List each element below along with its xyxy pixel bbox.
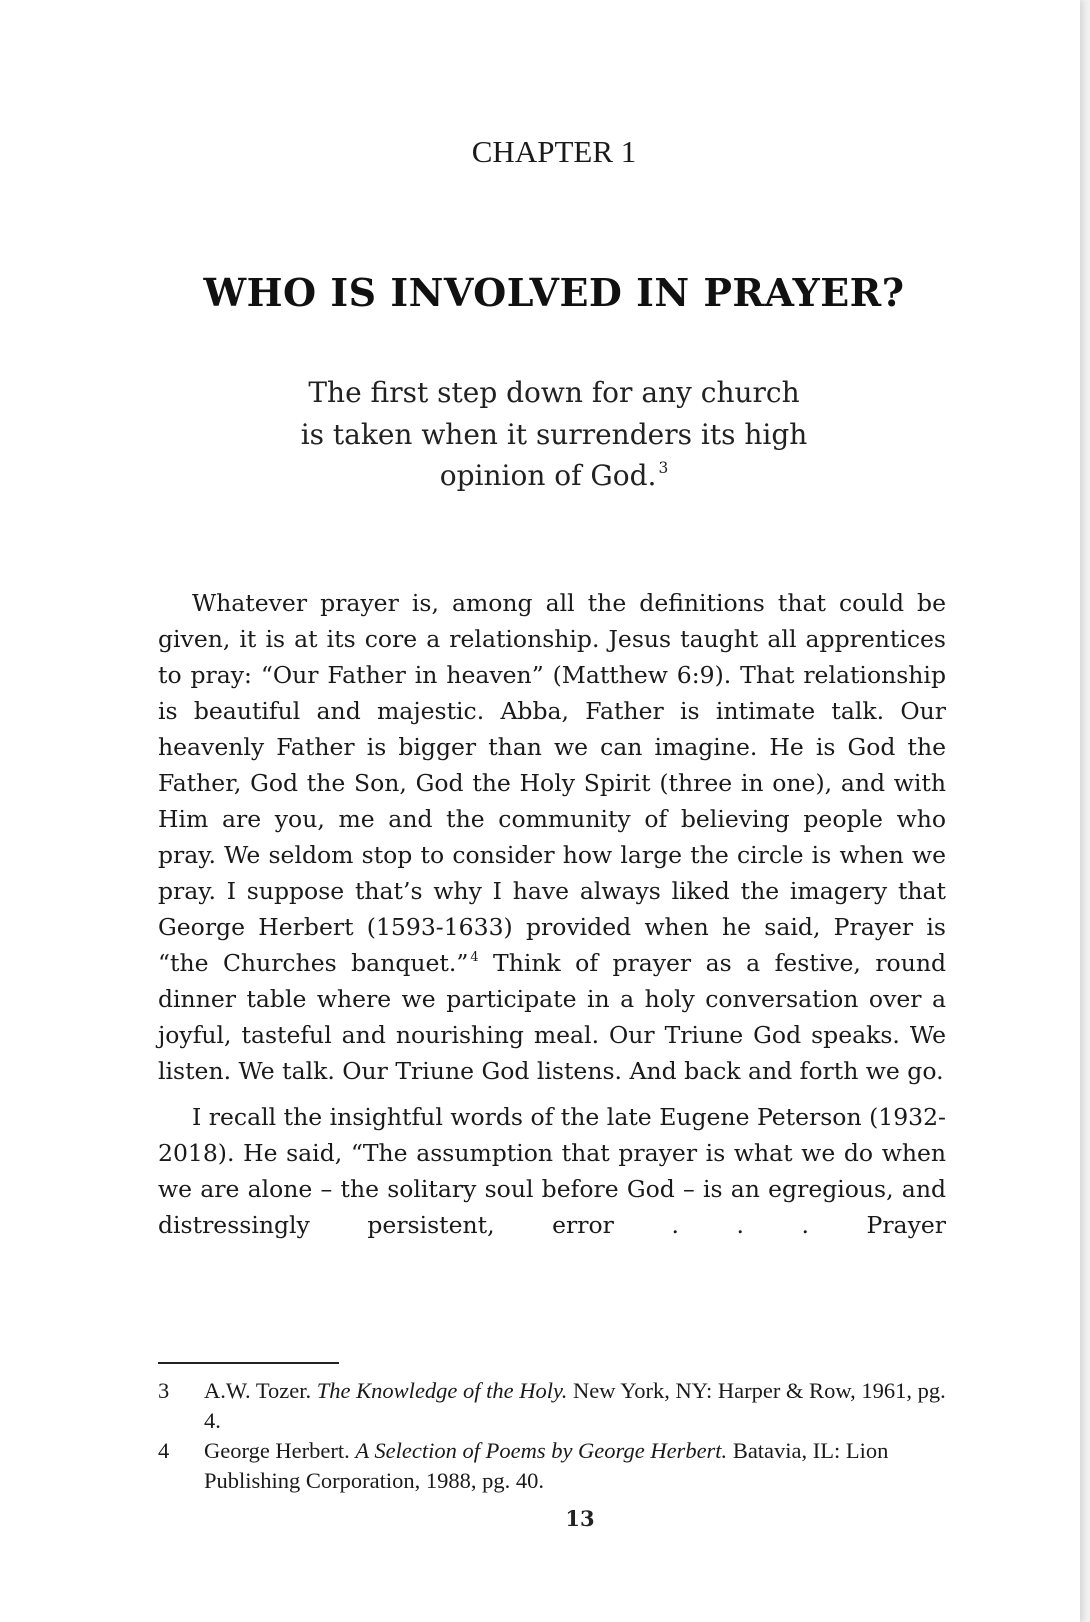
footnote-reference-3[interactable]: 3 (658, 459, 669, 478)
footnote-author: A.W. Tozer. (204, 1378, 317, 1403)
chapter-label: CHAPTER 1 (471, 134, 637, 169)
page-number: 13 (565, 1506, 595, 1531)
paragraph-1-part-1: Whatever prayer is, among all the definitions that could be given, it is at its core a relationship. Jesus taught all apprentices to pray: “Our Father in heaven” (Matthew 6:9). That relationship is beautiful and majestic. Abba, Father is intimate talk. Our heavenly Father is bigger than we can imagine. He is God the Father, God the Son, God the Holy Spirit (three in one), and with Him are you, me and the community of believing people who pray. We seldom stop to consider how large the circle is when we pray. I suppose that’s why I have always liked the imagery that George Herbert (1593-1633) provided when he said, Prayer is “the Churches banquet.” (158, 589, 946, 977)
footnotes (158, 1376, 948, 1496)
footnote-number: 4 (158, 1438, 170, 1463)
footnote-number: 3 (158, 1378, 170, 1403)
epigraph-line-1: The first step down for any church (308, 376, 800, 409)
paragraph-1 (158, 585, 946, 1089)
footnote-publication: Batavia, IL: Lion Publishing Corporation, 1988, pg. 40. (204, 1438, 889, 1493)
epigraph-line-2: is taken when it surrenders its high (300, 417, 808, 451)
body-text (158, 585, 946, 1253)
footnote-text (204, 1376, 948, 1436)
epigraph-quote (254, 372, 854, 497)
footnote-publication: New York, NY: Harper & Row, 1961, pg. 4. (204, 1378, 946, 1433)
footnote-author: George Herbert. (204, 1438, 356, 1463)
paragraph-2: I recall the insightful words of the late Eugene Peterson (1932-2018). He said, “The assumption that prayer is what we do when we are alone – the solitary soul before God – is an egregious, and distressingly persistent, error . . . Prayer (158, 1103, 946, 1239)
footnote-reference-4[interactable]: 4 (470, 950, 479, 966)
epigraph-line-3: opinion of God. (439, 459, 657, 492)
footnote-book-title: The Knowledge of the Holy. (316, 1378, 568, 1403)
footnote-4 (158, 1436, 948, 1496)
footnote-book-title: A Selection of Poems by George Herbert. (355, 1438, 728, 1463)
chapter-title: WHO IS INVOLVED IN PRAYER? (203, 270, 905, 315)
footnote-text (204, 1436, 948, 1496)
footnote-3 (158, 1376, 948, 1436)
paragraph-1-part-2: Think of prayer as a festive, round dinner table where we participate in a holy conversation over a joyful, tasteful and nourishing meal. Our Triune God speaks. We listen. We talk. Our Triune God listens. And back and forth we go. (158, 949, 947, 1085)
footnote-divider (158, 1362, 339, 1364)
